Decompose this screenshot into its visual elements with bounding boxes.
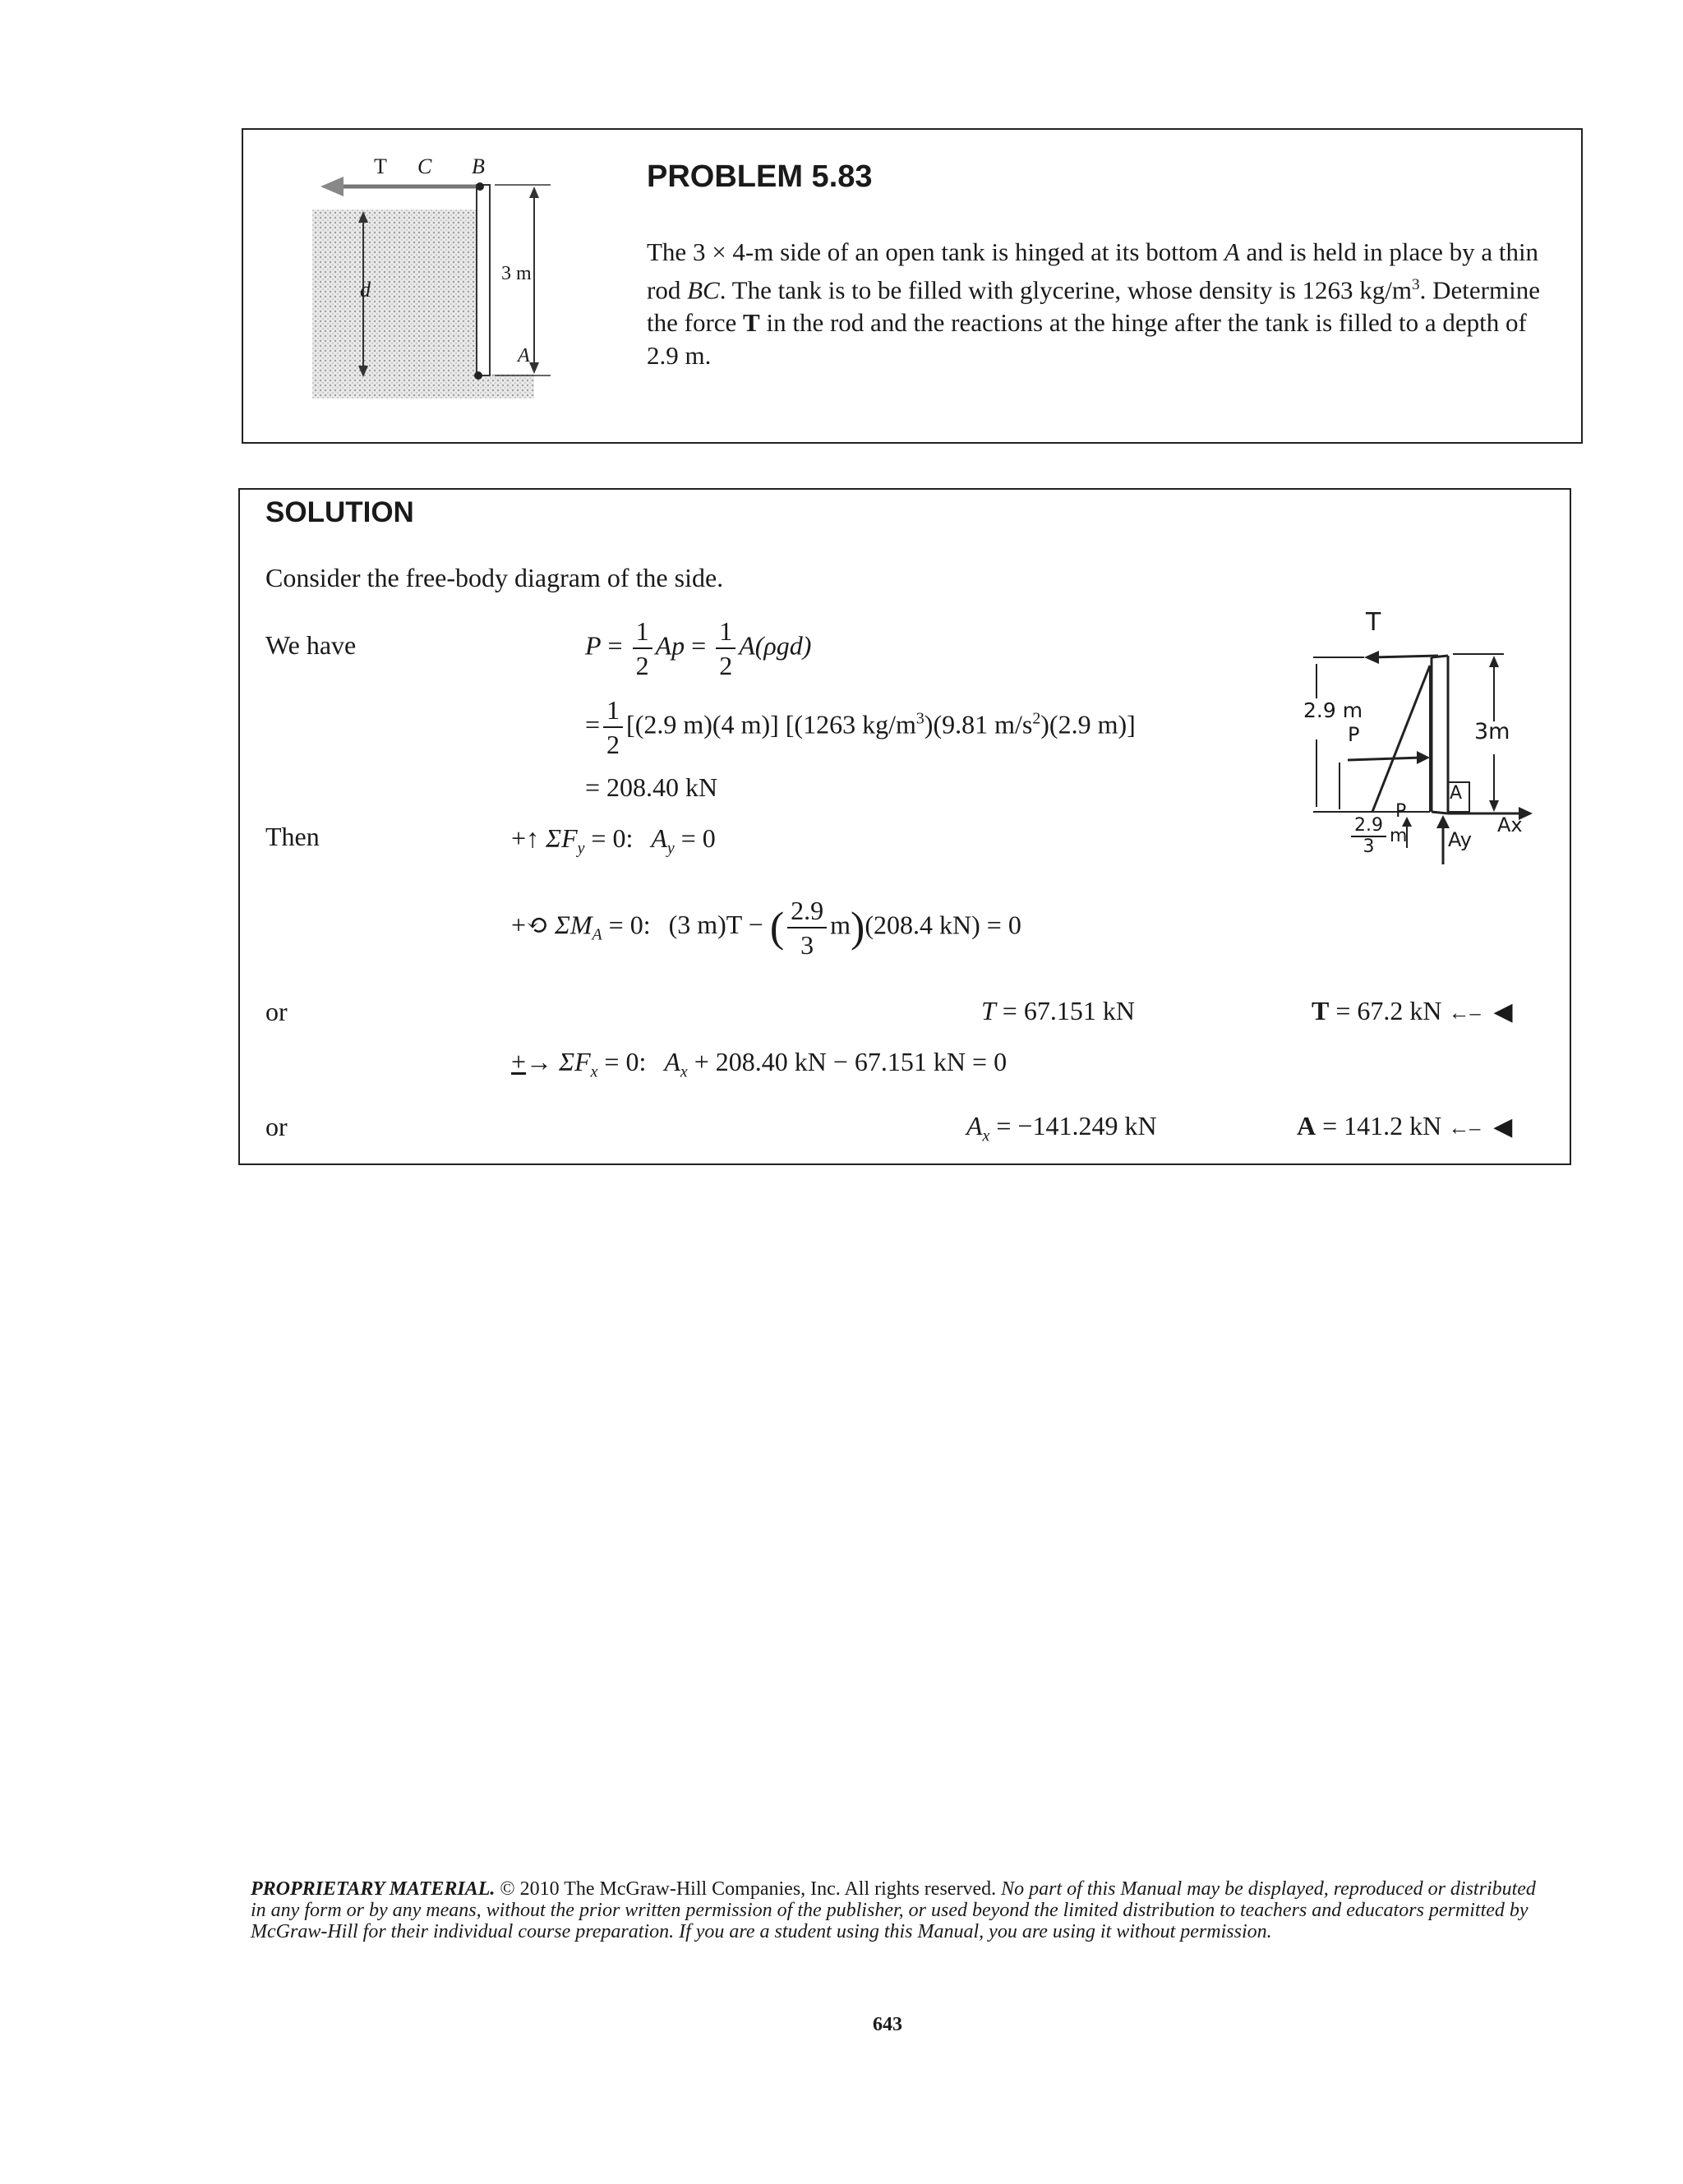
figure-label-T: T bbox=[374, 154, 387, 178]
ccw-arrow-icon: ⟲ bbox=[526, 910, 548, 940]
problem-title: PROBLEM 5.83 bbox=[647, 159, 873, 194]
figure-label-B: B bbox=[472, 154, 485, 178]
fbd-label-A: A bbox=[1450, 783, 1463, 804]
equation-pressure-substitution: = $\frac{1}{2}$ [(2.9 m)(4 m)] [(1263 $kg/m^3)(9.81$ $m/s^2)(2.9$ m)] bbox=[585, 695, 1136, 759]
label-we-have: We have bbox=[265, 630, 357, 660]
equation-T-value: T = 67.151 kN bbox=[981, 996, 1135, 1025]
equation-Ax-value: $A_x = -141.249$ kN bbox=[966, 1111, 1157, 1145]
fbd-label-height: 3m bbox=[1474, 719, 1510, 744]
glycerine-fill bbox=[312, 210, 477, 374]
figure-label-height: 3 m bbox=[501, 263, 532, 284]
fbd-label-depth: 2.9 m bbox=[1303, 698, 1363, 722]
fbd-label-Ay: Ay bbox=[1448, 828, 1472, 851]
label-or-1: or bbox=[265, 997, 288, 1026]
equation-pressure-force: P = $\frac{1}{2}$ Ap = $\frac{1}{2}$ A(ρgd) bbox=[585, 616, 812, 680]
equation-sum-fx: +→ $\Sigma F_x = 0$: $A_x + 208.40$ kN − 67.151 kN = 0 bbox=[511, 1047, 1007, 1081]
answer-A: A = 141.2 kN ←– ◀ bbox=[1297, 1111, 1513, 1140]
equation-sum-fy: +↑ $\Sigma F_y = 0$: $A_y = 0$ bbox=[511, 823, 716, 858]
answer-marker-icon: ◀ bbox=[1493, 1113, 1513, 1140]
figure-label-d: d bbox=[360, 278, 371, 302]
equation-sum-moments: +⟲ $\Sigma M_A = 0$: (3 m)T − ( $\frac{2.9}{3}$ m)(208.4 kN) = 0 bbox=[511, 896, 1021, 960]
solution-intro: Consider the free-body diagram of the side. bbox=[265, 563, 724, 592]
arrow-right-icon: → bbox=[526, 1047, 553, 1076]
fbd-label-P: P bbox=[1348, 723, 1360, 746]
left-arrow-icon: ←– bbox=[1448, 1001, 1481, 1025]
page-number: 643 bbox=[873, 2014, 902, 2035]
answer-T: T = 67.2 kN ←– ◀ bbox=[1312, 996, 1513, 1025]
footer-copyright: PROPRIETARY MATERIAL. © 2010 The McGraw-Hill Companies, Inc. All rights reserved. No part of this Manual may be displayed, reproduced or distributed in any form or by any means, without the prior written permission of the publisher, or used beyond the limited distribution to teachers and educators permitted by McGraw-Hill for their individual course preparation. If you are a student using this Manual, you are using it without permission. bbox=[251, 1878, 1536, 1942]
answer-marker-icon: ◀ bbox=[1493, 998, 1513, 1025]
arrow-up-icon: ↑ bbox=[526, 823, 540, 853]
ground bbox=[312, 374, 534, 399]
figure-label-C: C bbox=[417, 154, 432, 178]
free-body-diagram bbox=[1307, 608, 1545, 887]
equation-pressure-result: = 208.40 kN bbox=[585, 772, 718, 802]
fbd-label-Ax: Ax bbox=[1497, 813, 1523, 836]
label-then: Then bbox=[265, 822, 320, 851]
solution-title: SOLUTION bbox=[265, 496, 414, 528]
problem-text: The 3 × 4-m side of an open tank is hinged at its bottom A and is held in place by a thin rod BC. The tank is to be filled with glycerine, whose density is 1263 $kg/m^3$. Determine the force T in the rod and the reactions at the hinge after the tank is filled to a depth of 2.9 m. bbox=[647, 237, 1540, 371]
fbd-label-T: T bbox=[1366, 608, 1381, 637]
label-or-2: or bbox=[265, 1112, 288, 1141]
fbd-label-P2: P bbox=[1395, 801, 1407, 822]
left-arrow-icon: ←– bbox=[1448, 1116, 1481, 1140]
fbd-label-fraction: $\frac{2.9}{3}$ m bbox=[1348, 817, 1407, 856]
figure-label-A: A bbox=[518, 345, 530, 366]
tank-side bbox=[477, 185, 490, 376]
